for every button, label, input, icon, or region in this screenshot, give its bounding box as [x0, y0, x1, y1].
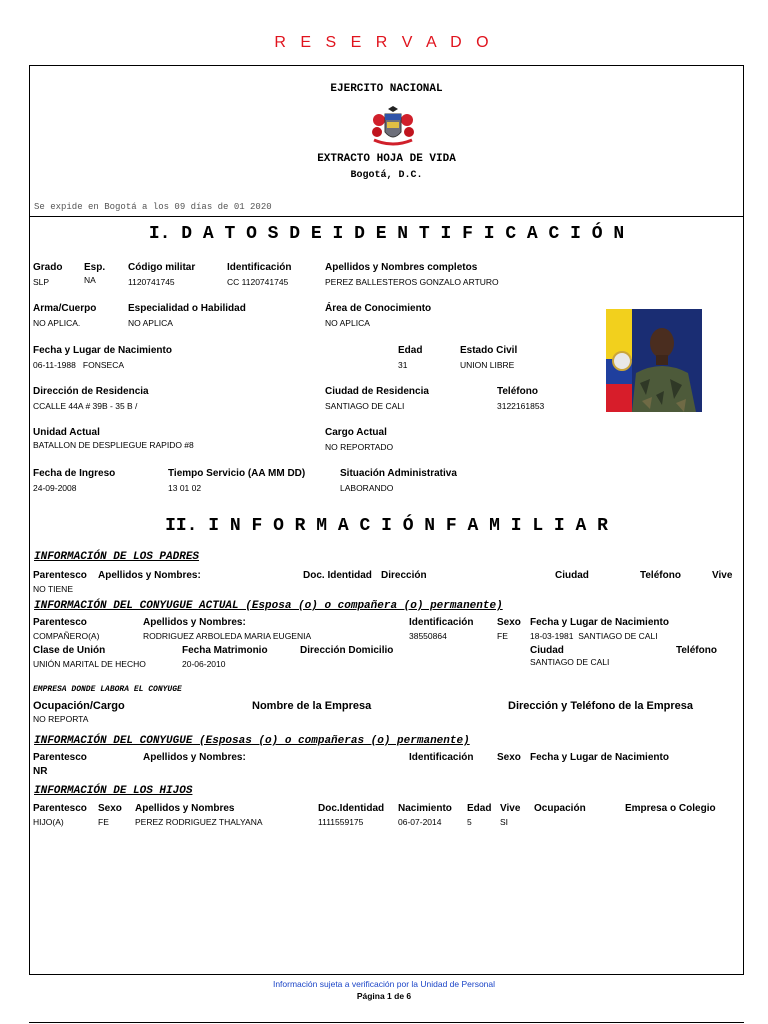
conyuge-col-clase-union: Clase de Unión — [33, 645, 106, 656]
hijo-nacimiento-value: 06-07-2014 — [398, 817, 442, 827]
telefono-label: Teléfono — [497, 386, 538, 397]
estado-civil-value: UNION LIBRE — [460, 360, 515, 370]
conyuges-value: NR — [33, 766, 48, 777]
cargo-label: Cargo Actual — [325, 427, 387, 438]
conyuge-col-fecha-matrimonio: Fecha Matrimonio — [182, 645, 268, 656]
grado-value: SLP — [33, 277, 50, 287]
nacimiento-value: 06-11-1988 FONSECA — [33, 360, 125, 370]
padres-col-doc: Doc. Identidad — [303, 570, 372, 581]
hijo-parentesco-value: HIJO(A) — [33, 817, 64, 827]
conyuge-clase-union-value: UNIÓN MARITAL DE HECHO — [33, 659, 146, 669]
hijos-col-vive: Vive — [500, 803, 521, 814]
conyuge-col-nombres: Apellidos y Nombres: — [143, 617, 246, 628]
hijo-vive-value: SI — [500, 817, 509, 827]
conyuges-col-nacimiento: Fecha y Lugar de Nacimiento — [530, 752, 669, 763]
tiempo-servicio-label: Tiempo Servicio (AA MM DD) — [168, 468, 306, 479]
hijo-doc-value: 1111559175 — [318, 817, 364, 827]
esp-value: NA — [84, 275, 96, 285]
city-label: Bogotá, D.C. — [350, 170, 423, 181]
hijos-col-empresa: Empresa o Colegio — [625, 803, 716, 814]
situacion-label: Situación Administrativa — [340, 468, 457, 479]
estado-civil-label: Estado Civil — [460, 345, 518, 356]
hijos-col-ocupacion: Ocupación — [534, 803, 586, 814]
org-name: EJERCITO NACIONAL — [330, 83, 443, 95]
padres-col-parentesco: Parentesco — [33, 570, 87, 581]
area-value: NO APLICA — [325, 318, 370, 328]
identificacion-label: Identificación — [227, 262, 292, 273]
especialidad-value: NO APLICA — [128, 318, 173, 328]
hijos-col-edad: Edad — [467, 803, 492, 814]
esp-label: Esp. — [84, 262, 106, 273]
cargo-value: NO REPORTADO — [325, 442, 394, 452]
situacion-value: LABORANDO — [340, 483, 394, 493]
conyuge-col-identificacion: Identificación — [409, 617, 474, 628]
ingreso-value: 24-09-2008 — [33, 483, 77, 493]
hijos-col-nacimiento: Nacimiento — [398, 803, 452, 814]
conyuges-col-identificacion: Identificación — [409, 752, 474, 763]
empresa-conyuge-heading: EMPRESA DONDE LABORA EL CONYUGE — [33, 685, 182, 694]
ciudad-value: SANTIAGO DE CALI — [325, 401, 405, 411]
padres-col-nombres: Apellidos y Nombres: — [98, 570, 201, 581]
section-identificacion-title: I. D A T O S D E I D E N T I F I C A C I Ó N — [148, 224, 625, 244]
conyuge-nombre-value: RODRIGUEZ ARBOLEDA MARIA EUGENIA — [143, 631, 312, 641]
conyuges-col-sexo: Sexo — [497, 752, 521, 763]
conyuge-col-telefono: Teléfono — [676, 645, 717, 656]
conyuge-col-nacimiento: Fecha y Lugar de Nacimiento — [530, 617, 669, 628]
padres-heading: INFORMACIÓN DE LOS PADRES — [34, 551, 200, 563]
conyuges-col-parentesco: Parentesco — [33, 752, 87, 763]
page-number: Página 1 de 6 — [356, 991, 412, 1001]
conyuge-col-ciudad: Ciudad — [530, 645, 564, 656]
codigo-label: Código militar — [128, 262, 196, 273]
conyuge-col-domicilio: Dirección Domicilio — [300, 645, 394, 656]
ciudad-label: Ciudad de Residencia — [325, 386, 429, 397]
empresa-col-direccion: Dirección y Teléfono de la Empresa — [508, 700, 694, 712]
conyuge-actual-heading: INFORMACIÓN DEL CONYUGUE ACTUAL (Esposa (o) o compañera (o) permanente) — [34, 600, 503, 612]
padres-col-direccion: Dirección — [381, 570, 427, 581]
conyuge-sexo-value: FE — [497, 631, 508, 641]
hijos-col-sexo: Sexo — [98, 803, 122, 814]
conyuges-heading: INFORMACIÓN DEL CONYUGUE (Esposas (o) o compañeras (o) permanente) — [34, 735, 470, 747]
padres-col-ciudad: Ciudad — [555, 570, 589, 581]
nombres-value: PEREZ BALLESTEROS GONZALO ARTURO — [325, 277, 499, 287]
direccion-label: Dirección de Residencia — [33, 386, 149, 397]
conyuge-fecha-matrimonio-value: 20-06-2010 — [182, 659, 226, 669]
conyuges-col-nombres: Apellidos y Nombres: — [143, 752, 246, 763]
empresa-col-ocupacion: Ocupación/Cargo — [33, 700, 125, 712]
conyuge-identificacion-value: 38550864 — [409, 631, 447, 641]
unidad-value: BATALLON DE DESPLIEGUE RAPIDO #8 — [33, 440, 194, 450]
conyuge-ciudad-value: SANTIAGO DE CALI — [530, 657, 610, 667]
telefono-value: 3122161853 — [497, 401, 545, 411]
empresa-col-nombre: Nombre de la Empresa — [252, 700, 372, 712]
padres-col-telefono: Teléfono — [640, 570, 681, 581]
unidad-label: Unidad Actual — [33, 427, 100, 438]
conyuge-col-parentesco: Parentesco — [33, 617, 87, 628]
coat-of-arms-logo — [368, 106, 418, 148]
edad-value: 31 — [398, 360, 408, 370]
hijos-heading: INFORMACIÓN DE LOS HIJOS — [34, 785, 193, 797]
hijos-col-parentesco: Parentesco — [33, 803, 87, 814]
section-familiar-title: II. I N F O R M A C I Ó N F A M I L I A R — [165, 516, 608, 536]
divider — [30, 216, 743, 217]
reserved-banner: R E S E R V A D O — [274, 34, 494, 51]
direccion-value: CCALLE 44A # 39B - 35 B / — [33, 401, 138, 411]
nacimiento-label: Fecha y Lugar de Nacimiento — [33, 345, 172, 356]
especialidad-label: Especialidad o Habilidad — [128, 303, 246, 314]
nombres-label: Apellidos y Nombres completos — [325, 262, 478, 273]
conyuge-nacimiento-value: 18-03-1981 SANTIAGO DE CALI — [530, 631, 658, 641]
conyuge-parentesco-value: COMPAÑERO(A) — [33, 631, 100, 641]
arma-label: Arma/Cuerpo — [33, 303, 97, 314]
tiempo-servicio-value: 13 01 02 — [168, 483, 202, 493]
bottom-rule — [29, 1022, 744, 1023]
empresa-value: NO REPORTA — [33, 714, 89, 724]
document-title: EXTRACTO HOJA DE VIDA — [317, 153, 456, 165]
hijo-sexo-value: FE — [98, 817, 109, 827]
grado-label: Grado — [33, 262, 63, 273]
verification-note: Información sujeta a verificación por la Unidad de Personal — [272, 979, 496, 989]
edad-label: Edad — [398, 345, 423, 356]
hijos-col-nombres: Apellidos y Nombres — [135, 803, 235, 814]
padres-value: NO TIENE — [33, 584, 73, 594]
area-label: Área de Conocimiento — [325, 303, 432, 314]
conyuge-col-sexo: Sexo — [497, 617, 521, 628]
ingreso-label: Fecha de Ingreso — [33, 468, 116, 479]
padres-col-vive: Vive — [712, 570, 733, 581]
identificacion-value: CC 1120741745 — [227, 277, 289, 287]
profile-photo — [606, 309, 702, 412]
codigo-value: 1120741745 — [128, 277, 175, 287]
hijo-edad-value: 5 — [467, 817, 472, 827]
hijo-nombre-value: PEREZ RODRIGUEZ THALYANA — [135, 817, 263, 827]
arma-value: NO APLICA. — [33, 318, 81, 328]
issue-date-text: Se expide en Bogotá a los 09 días de 01 2020 — [34, 202, 272, 212]
hijos-col-doc: Doc.Identidad — [318, 803, 385, 814]
